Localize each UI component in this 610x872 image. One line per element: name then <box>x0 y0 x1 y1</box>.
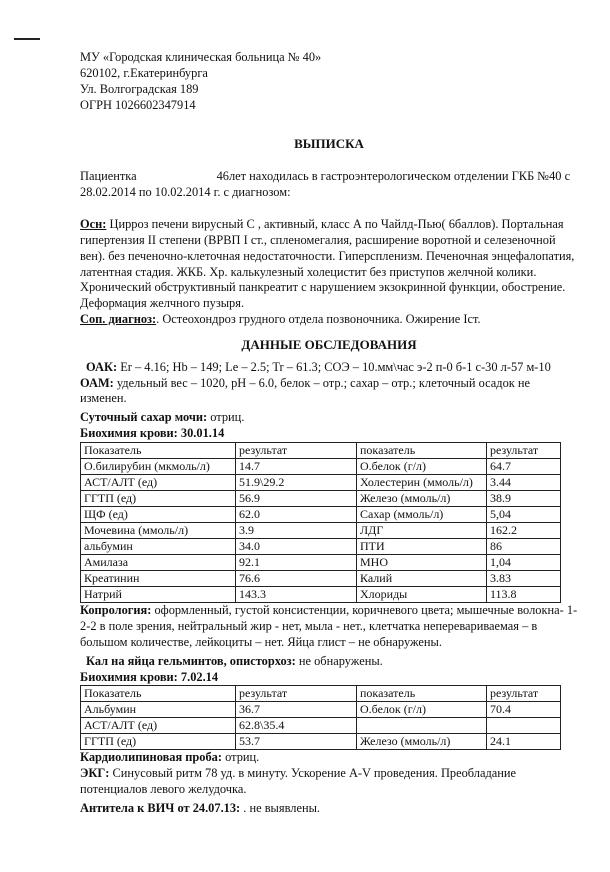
table-cell: Хлориды <box>357 587 487 603</box>
table-header-row <box>81 443 561 459</box>
helminth-label: Кал на яйца гельминтов, описторхоз: <box>86 653 296 668</box>
table-cell: 70.4 <box>487 702 561 718</box>
table-cell: АСТ/АЛТ (ед) <box>81 475 236 491</box>
sugar-label: Суточный сахар мочи: <box>80 410 208 425</box>
table-row <box>81 475 561 491</box>
oam-label: ОАМ: <box>80 375 114 390</box>
table-cell: ПТИ <box>357 539 487 555</box>
table-cell <box>487 718 561 734</box>
ekg-label: ЭКГ: <box>80 766 110 781</box>
table-header-row <box>81 686 561 702</box>
document-title: ВЫПИСКА <box>294 135 364 151</box>
organization-header <box>80 50 578 114</box>
table-cell: 64.7 <box>487 459 561 475</box>
table-header-cell: показатель <box>357 686 487 702</box>
document-page <box>80 50 578 817</box>
table-row <box>81 539 561 555</box>
table-cell: 34.0 <box>236 539 357 555</box>
patient-intro <box>80 169 578 201</box>
table-cell: 62.8\35.4 <box>236 718 357 734</box>
table-cell: 92.1 <box>236 555 357 571</box>
table-cell: Калий <box>357 571 487 587</box>
table-cell: ГГТП (ед) <box>81 491 236 507</box>
table-cell: 1,04 <box>487 555 561 571</box>
table-cell: Натрий <box>81 587 236 603</box>
table-cell: О.белок (г/л) <box>357 702 487 718</box>
coprology-label: Копрология: <box>80 603 152 617</box>
table-cell: 3.83 <box>487 571 561 587</box>
cardiolipin-text: отриц. <box>222 750 260 765</box>
oak-label: ОАК: <box>86 359 118 374</box>
table-cell: 38.9 <box>487 491 561 507</box>
table-cell: 53.7 <box>236 734 357 750</box>
table-cell: ЩФ (ед) <box>81 507 236 523</box>
table-cell: Железо (ммоль/л) <box>357 491 487 507</box>
org-city: 620102, г.Екатеринбурга <box>80 65 208 80</box>
table-header-cell: Показатель <box>81 443 236 459</box>
biochem2-label: Биохимия крови: 7.02.14 <box>80 669 219 684</box>
table-cell: ЛДГ <box>357 523 487 539</box>
table-cell: 51.9\29.2 <box>236 475 357 491</box>
table-header-cell: результат <box>487 443 561 459</box>
table-cell: Холестерин (ммоль/л) <box>357 475 487 491</box>
oak-text: Er – 4.16; Hb – 149; Le – 2.5; Tr – 61.3; СОЭ – 10.мм\час э-2 п-0 б-1 с-30 л-57 м-10 <box>117 359 551 374</box>
biochem2-table <box>80 685 561 750</box>
table-row <box>81 718 561 734</box>
table-cell: 3.44 <box>487 475 561 491</box>
section-title: ДАННЫЕ ОБСЛЕДОВАНИЯ <box>241 337 417 352</box>
biochem1-label: Биохимия крови: 30.01.14 <box>80 426 225 441</box>
main-diagnosis-label: Осн: <box>80 216 107 231</box>
table-cell: О.билирубин (мкмоль/л) <box>81 459 236 475</box>
scan-mark-dash <box>14 38 40 40</box>
hiv-label: Антитела к ВИЧ от 24.07.13: <box>80 801 241 815</box>
biochem1-table <box>80 442 561 603</box>
table-header-cell: результат <box>236 443 357 459</box>
table-cell: 3.9 <box>236 523 357 539</box>
table-header-cell: Показатель <box>81 686 236 702</box>
table-cell: альбумин <box>81 539 236 555</box>
coprology-text: оформленный, густой консистенции, коричневого цвета; мышечные волокна- 1-2-2 в поле зрения, нейтральный жир - нет, мыла - нет., клетчатка неперевариваемая – в большом количестве, лейкоциты – нет. Яйца глист – не обнаружены. <box>80 603 578 649</box>
table-header-cell: результат <box>487 686 561 702</box>
org-ogrn: ОГРН 1026602347914 <box>80 97 196 112</box>
table-row <box>81 587 561 603</box>
patient-label: Пациентка <box>80 169 137 184</box>
table-cell: Альбумин <box>81 702 236 718</box>
table-cell: 24.1 <box>487 734 561 750</box>
table-cell: 62.0 <box>236 507 357 523</box>
table-cell: 5,04 <box>487 507 561 523</box>
table-cell: МНО <box>357 555 487 571</box>
helminth-text: не обнаружены. <box>295 653 383 668</box>
table-row <box>81 555 561 571</box>
sugar-text: отриц. <box>207 410 245 425</box>
table-cell: Сахар (ммоль/л) <box>357 507 487 523</box>
table-cell: 76.6 <box>236 571 357 587</box>
table-cell: Мочевина (ммоль/л) <box>81 523 236 539</box>
org-address: Ул. Волгоградская 189 <box>80 81 199 96</box>
table-cell: 162.2 <box>487 523 561 539</box>
secondary-diagnosis-text: . Остеохондроз грудного отдела позвоночника. Ожирение Iст. <box>156 312 481 327</box>
oam-text: удельный вес – 1020, pH – 6.0, белок – отр.; сахар – отр.; клеточный осадок не изменен. <box>80 375 531 406</box>
patient-intro-text: 46лет находилась в гастроэнтерологическом отделении ГКБ №40 с 28.02.2014 по 10.02.2014 г. с диагнозом: <box>80 169 571 199</box>
secondary-diagnosis-label: Соп. диагноз: <box>80 312 157 327</box>
table-header-cell: показатель <box>357 443 487 459</box>
table-row <box>81 459 561 475</box>
table-cell: Амилаза <box>81 555 236 571</box>
hiv-text: . не выявлены. <box>240 801 321 815</box>
ekg-text: Синусовый ритм 78 уд. в минуту. Ускорение A-V проведения. Преобладание потенциалов левого желудочка. <box>80 766 517 797</box>
cardiolipin-label: Кардиолипиновая проба: <box>80 750 223 765</box>
table-row <box>81 507 561 523</box>
table-row <box>81 571 561 587</box>
table-row <box>81 491 561 507</box>
table-cell: 56.9 <box>236 491 357 507</box>
table-cell: 14.7 <box>236 459 357 475</box>
table-row <box>81 523 561 539</box>
org-name: МУ «Городская клиническая больница № 40» <box>80 50 322 64</box>
table-cell: 113.8 <box>487 587 561 603</box>
table-cell: ГГТП (ед) <box>81 734 236 750</box>
table-header-cell: результат <box>236 686 357 702</box>
table-row <box>81 702 561 718</box>
table-cell: О.белок (г/л) <box>357 459 487 475</box>
main-diagnosis-text: Цирроз печени вирусный С , активный, класс А по Чайлд-Пью( 6баллов). Портальная гипертензия II степени (ВРВП I ст., спленомегалия, расширение воротной и селезеночной вен). без печеночно-клеточная недостаточности. Гиперспленизм. Печеночная энцефалопатия, латентная стадия. ЖКБ. Хр. калькулезный холецистит без приступов желчной колики. Хронический обструктивный панкреатит с нарушением экзокринной функции, обострение. Деформация желчного пузыря. <box>80 216 575 311</box>
table-cell: Железо (ммоль/л) <box>357 734 487 750</box>
diagnosis-block <box>80 217 578 328</box>
table-cell: АСТ/АЛТ (ед) <box>81 718 236 734</box>
table-cell: 36.7 <box>236 702 357 718</box>
table-cell: 86 <box>487 539 561 555</box>
table-cell: 143.3 <box>236 587 357 603</box>
table-cell <box>357 718 487 734</box>
table-row <box>81 734 561 750</box>
table-cell: Креатинин <box>81 571 236 587</box>
